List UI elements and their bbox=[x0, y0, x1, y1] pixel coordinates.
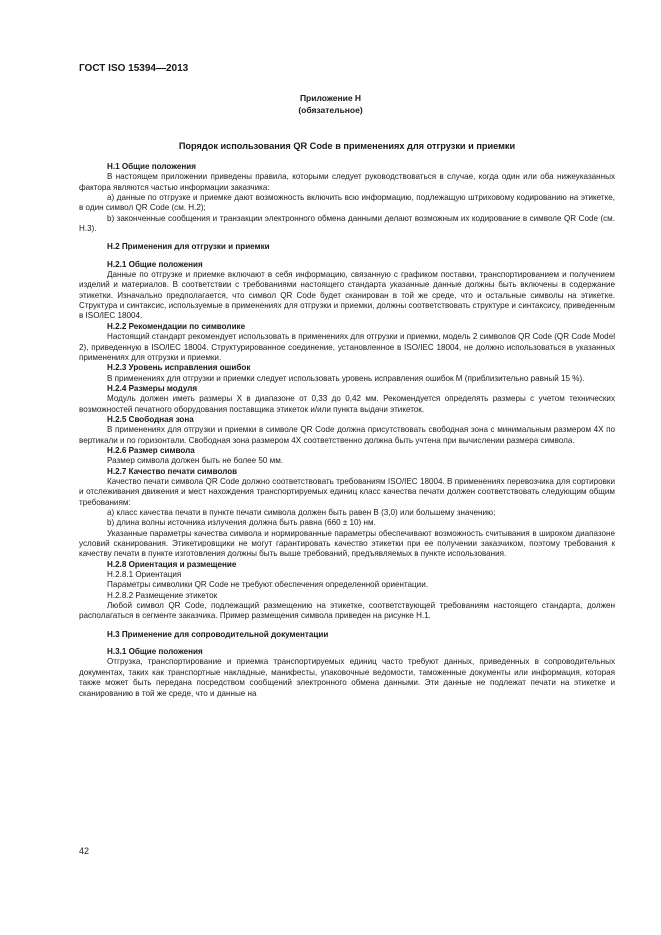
heading-h3-1: Н.3.1 Общие положения bbox=[107, 647, 203, 657]
paragraph: Любой символ QR Code, подлежащий размещению на этикетке, соответствующей требованиям настоящего стандарта, должен располагаться в сегменте заказчика. Пример размещения символа приведен на рисунке Н.1. bbox=[79, 601, 615, 621]
section-title: Порядок использования QR Code в применениях для отгрузки и приемки bbox=[178, 141, 516, 151]
list-item: b) законченные сообщения и транзакции электронного обмена данными делают возможным их кодирование в символе QR Code (см. Н.3). bbox=[79, 213, 615, 234]
heading-h2-2: Н.2.2 Рекомендации по символике bbox=[107, 321, 246, 331]
heading-h2-7: Н.2.7 Качество печати символов bbox=[107, 466, 238, 476]
paragraph: Размер символа должен быть не более 50 мм. bbox=[107, 456, 284, 466]
annex-heading bbox=[0, 92, 661, 116]
paragraph: Данные по отгрузке и приемке включают в себя информацию, связанную с графиком поставки, транспортированием и получением изделий и материалов. В соответствии с требованиями настоящего стандарта указанные данные должны быть включены в содержание этикетки. Изначально предполагается, что символ QR Code будет сканирован в той же среде, что и остальные символы на этикетке. Структура и синтаксис, используемые в применениях для отгрузки и приемки, должны соответствовать структуре и синтаксису, приведенным в ISO/IEC 18004. bbox=[79, 270, 615, 321]
heading-h2-3: Н.2.3 Уровень исправления ошибок bbox=[107, 363, 251, 373]
heading-h3: Н.3 Применение для сопроводительной документации bbox=[107, 629, 329, 639]
annex-title: Приложение Н bbox=[299, 93, 362, 103]
page-number: 42 bbox=[79, 846, 90, 856]
paragraph: Модуль должен иметь размеры X в диапазоне от 0,33 до 0,42 мм. Рекомендуется определять размеры с учетом технических возможностей печатного оборудования поставщика этикеток и/или пункта выдачи этикеток. bbox=[79, 394, 615, 414]
paragraph: Настоящий стандарт рекомендует использовать в применениях для отгрузки и приемки, модель 2 символов QR Code (QR Code Model 2), приведенную в ISO/IEC 18004. Структурированное соединение, установленное в ISO/IEC 18004, не должно использоваться в указанных применениях для отгрузки и приемки. bbox=[79, 332, 615, 362]
heading-h2-8: Н.2.8 Ориентация и размещение bbox=[107, 559, 237, 569]
list-item: b) длина волны источника излучения должна быть равна (660 ± 10) нм. bbox=[107, 518, 376, 528]
heading-h2-6: Н.2.6 Размер символа bbox=[107, 445, 195, 455]
heading-h2: Н.2 Применения для отгрузки и приемки bbox=[107, 242, 270, 252]
heading-h2-4: Н.2.4 Размеры модуля bbox=[107, 383, 198, 393]
paragraph: В настоящем приложении приведены правила, которыми следует руководствоваться в случае, когда один или оба нижеуказанных фактора являются частью информации заказчика: bbox=[79, 172, 615, 192]
paragraph: Параметры символики QR Code не требуют обеспечения определенной ориентации. bbox=[107, 580, 428, 590]
document-header: ГОСТ ISO 15394—2013 bbox=[79, 63, 189, 74]
heading-h2-8-1: Н.2.8.1 Ориентация bbox=[107, 570, 182, 580]
annex-status: (обязательное) bbox=[298, 105, 363, 115]
paragraph: Отгрузка, транспортирование и приемка транспортируемых единиц часто требуют данных, приведенных в сопроводительных документах, таких как транспортные накладные, манифесты, упаковочные ведомости, таможенные документы или информация, которая также может быть передана посредством сообщений электронного обмена данными. Эти данные не подлежат печати на этикетке и сканированию в той же среде, что и данные на bbox=[79, 657, 615, 698]
document-body bbox=[79, 162, 615, 699]
paragraph: Указанные параметры качества символа и нормированные параметры обеспечивают возможность считывания в широком диапазоне условий сканирования. Этикетировщики не могут гарантировать качество этикетки при ее получении заказчиком, поэтому требования к качеству печати в пункте изготовления должны быть выше требований, предъявляемых в пункте использования. bbox=[79, 528, 615, 559]
heading-h2-1: Н.2.1 Общие положения bbox=[107, 259, 203, 269]
list-item: а) данные по отгрузке и приемке дают возможность включить всю информацию, подлежащую штриховому кодированию на этикетке, в один символ QR Code (см. Н.2); bbox=[79, 193, 615, 213]
list-item: а) класс качества печати в пункте печати символа должен быть равен В (3,0) или большему значению; bbox=[107, 508, 496, 517]
paragraph: В применениях для отгрузки и приемки следует использовать уровень исправления ошибок М (приблизительно равный 15 %). bbox=[107, 373, 585, 383]
heading-h2-5: Н.2.5 Свободная зона bbox=[107, 414, 194, 424]
paragraph: В применениях для отгрузки и приемки в символе QR Code должна присутствовать свободная зона с минимальным размером 4X по вертикали и по горизонтали. Свободная зона размером 4X соответственно должна быть учтена при вычислении размера символа. bbox=[79, 425, 615, 445]
paragraph: Качество печати символа QR Code должно соответствовать требованиям ISO/IEC 18004. В применениях перевозчика для сортировки и отслеживания движения и мест нахождения транспортируемых единиц класс качества печати должен соответствовать следующим общим требованиям: bbox=[79, 476, 615, 507]
heading-h2-8-2: Н.2.8.2 Размещение этикеток bbox=[107, 590, 218, 600]
heading-h1: Н.1 Общие положения bbox=[107, 162, 196, 171]
